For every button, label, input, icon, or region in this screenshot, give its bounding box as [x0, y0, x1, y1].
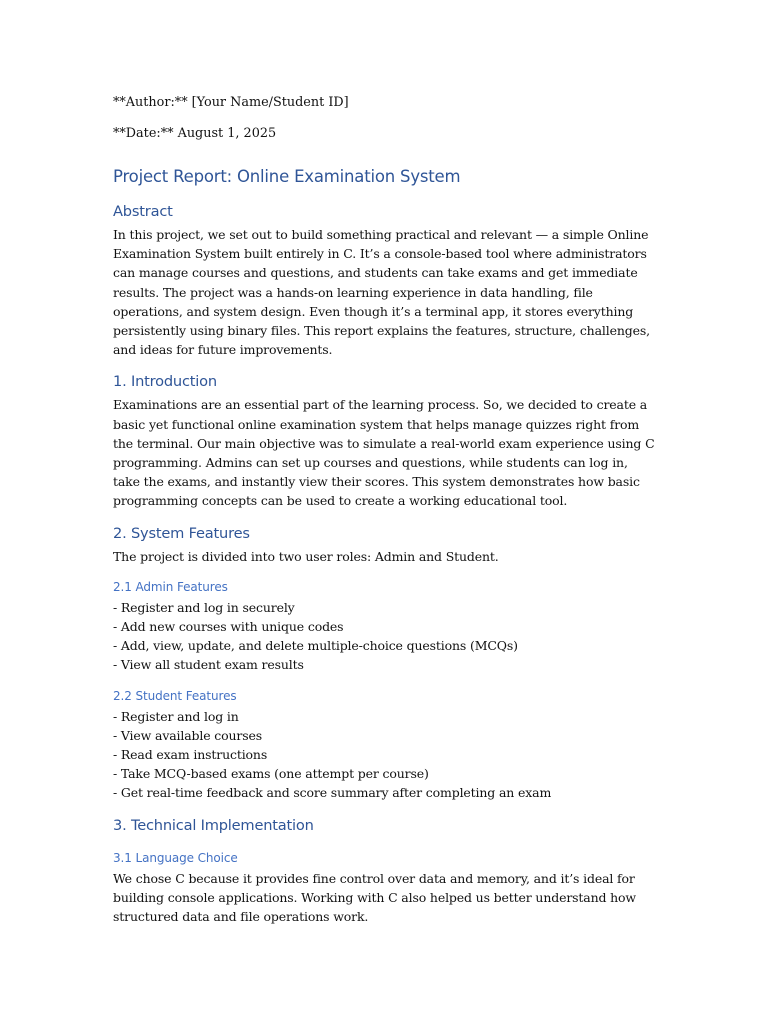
language-choice-paragraph: We chose C because it provides fine control over data and memory, and it’s ideal for building console applications. Working with C also helped us better understand how structured data and file operations work. [113, 870, 636, 925]
list-item: - Add new courses with unique codes [113, 619, 344, 635]
abstract-paragraph: In this project, we set out to build something practical and relevant — a simple Online Examination System built entirely in C. It’s a console-based tool where administrators can manage courses and questions, and students can take exams and get immediate results. The project was a hands-on learning experience in data handling, file operations, and system design. Even though it’s a terminal app, it stores everything persistently using binary files. This report explains the features, structure, challenges, and ideas for future improvements. [113, 227, 650, 358]
list-item: - Register and log in [113, 708, 239, 724]
list-item: - View all student exam results [113, 657, 304, 673]
date-line: **Date:** August 1, 2025 [113, 126, 277, 141]
report-title: Project Report: Online Examination System [113, 167, 461, 186]
list-item: - Take MCQ-based exams (one attempt per course) [113, 766, 429, 782]
introduction-paragraph: Examinations are an essential part of the learning process. So, we decided to create a basic yet functional online examination system that helps manage quizzes right from the terminal. Our main objective was to simulate a real-world exam experience using C programming. Admins can set up courses and questions, while students can log in, take the exams, and instantly view their scores. This system demonstrates how basic programming concepts can be used to create a working educational tool. [113, 397, 655, 509]
student-features-heading: 2.2 Student Features [113, 688, 237, 703]
system-features-heading: 2. System Features [113, 524, 250, 542]
list-item: - Read exam instructions [113, 747, 268, 763]
abstract-heading: Abstract [113, 203, 173, 220]
list-item: - Register and log in securely [113, 599, 295, 615]
language-choice-heading: 3.1 Language Choice [113, 850, 238, 865]
list-item: - Get real-time feedback and score summary after completing an exam [113, 785, 552, 801]
introduction-heading: 1. Introduction [113, 373, 217, 391]
student-features-list [113, 707, 658, 803]
technical-implementation-heading: 3. Technical Implementation [113, 816, 314, 834]
list-item: - Add, view, update, and delete multiple-choice questions (MCQs) [113, 638, 518, 654]
admin-features-heading: 2.1 Admin Features [113, 579, 228, 594]
list-item: - View available courses [113, 727, 263, 743]
admin-features-list [113, 598, 658, 675]
system-features-intro: The project is divided into two user roles: Admin and Student. [113, 548, 499, 564]
author-line: **Author:** [Your Name/Student ID] [113, 95, 349, 110]
